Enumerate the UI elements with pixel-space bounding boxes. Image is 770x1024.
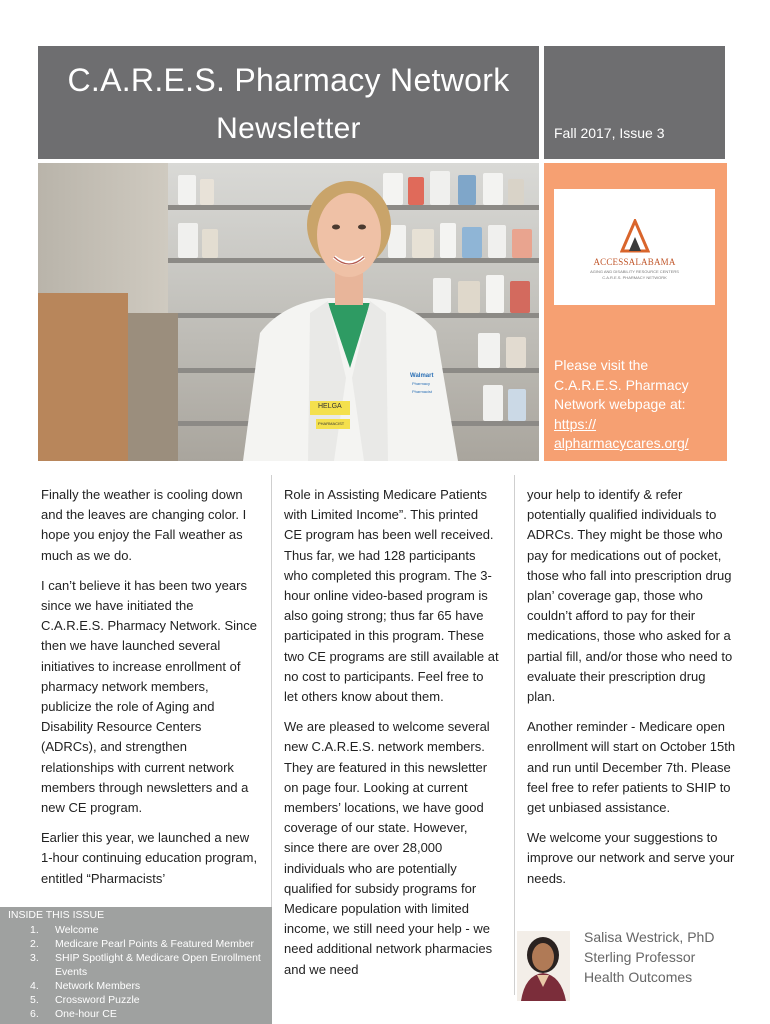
list-item <box>30 951 272 979</box>
list-item-number: 2. <box>30 938 39 950</box>
list-item-number: 1. <box>30 924 39 936</box>
logo-tagline: AGING AND DISABILITY RESOURCE CENTERS <box>590 269 679 274</box>
article-column-3 <box>527 485 737 899</box>
list-item <box>30 979 272 993</box>
list-item-text: Network Members <box>55 980 141 992</box>
author-photo <box>517 931 570 1001</box>
list-item-text: SHIP Spotlight & Medicare Open Enrollment Events <box>55 952 261 978</box>
coat-logo: Walmart <box>410 373 434 379</box>
paragraph: I can’t believe it has been two years since we have initiated the C.A.R.E.S. Pharmacy Network. Since then we have launched several initiatives to increase enrollment of pharmacy network members, publicize the role of Aging and Disability Resource Centers (ADRCs), and strengthen relationships with current network members through newsletters and a new CE program. <box>41 577 258 816</box>
badge-name: HELGA <box>318 403 342 410</box>
article-column-2 <box>284 485 499 990</box>
access-alabama-logo <box>554 189 715 305</box>
logo-name: ACCESSALABAMA <box>593 257 676 267</box>
newsletter-title-line2: Newsletter <box>216 112 361 145</box>
list-item-number: 5. <box>30 994 39 1006</box>
paragraph: We welcome your suggestions to improve our network and serve your needs. <box>527 830 735 886</box>
issue-box <box>544 46 725 159</box>
list-item-text: Medicare Pearl Points & Featured Member <box>55 938 255 950</box>
article-column-1 <box>41 485 259 899</box>
logo-triangle-icon <box>620 219 650 253</box>
inside-list <box>30 923 272 1021</box>
list-item-number: 4. <box>30 980 39 992</box>
paragraph: We are pleased to welcome several new C.A.R.E.S. network members. They are featured in this newsletter on page four. Looking at current members’ locations, we have good coverage of our state. However, since there are over 28,000 individuals who are potentially qualified for subsidy programs for Medicare population with limited income, we still need your help - we need additional network pharmacies and we need <box>284 719 493 977</box>
webpage-notice-text: Please visit the C.A.R.E.S. Pharmacy Network webpage at: <box>554 357 689 412</box>
author-department: Health Outcomes <box>584 969 693 985</box>
coat-logo-role: Pharmacist <box>412 389 433 394</box>
list-item <box>30 1007 272 1021</box>
sidebar-box <box>544 163 727 461</box>
author-signature <box>584 927 714 987</box>
webpage-link-line1: https:// <box>554 415 597 432</box>
column-divider <box>514 475 515 995</box>
list-item <box>30 923 272 937</box>
newsletter-title-box <box>38 46 539 159</box>
list-item-text: Crossword Puzzle <box>55 994 140 1006</box>
issue-label: Fall 2017, Issue 3 <box>554 125 665 141</box>
paragraph: Another reminder - Medicare open enrollment will start on October 15th and run until December 7th. Please feel free to refer patients to SHIP to get unbiased assistance. <box>527 719 736 816</box>
paragraph: Role in Assisting Medicare Patients with Limited Income”. This printed CE program has been well received. Thus far, we had 128 participants who completed this program. The 3-hour online video-based program is also going strong; thus far 65 have participated in this program. These two CE programs are still available at no cost to participants. Feel free to let others know about them. <box>284 487 499 705</box>
list-item-number: 3. <box>30 952 39 964</box>
paragraph: your help to identify & refer potentially qualified individuals to ADRCs. They might be those who pay for medications out of pocket, those who fall into prescription drug plan’ coverage gap, those who couldn’t afford to pay for their medications, those who asked for a partial fill, and/or those who need to evaluate their prescription drug plan. <box>527 487 733 705</box>
coat-logo-sub: Pharmacy <box>412 381 431 386</box>
paragraph: Finally the weather is cooling down and the leaves are changing color. I hope you enjoy the Fall weather as much as we do. <box>41 487 247 563</box>
newsletter-title: C.A.R.E.S. Pharmacy Network <box>67 62 510 98</box>
list-item-text: One-hour CE <box>55 1008 117 1020</box>
webpage-link-line2: alpharmacycares.org/ <box>554 435 689 451</box>
webpage-link[interactable] <box>554 415 719 454</box>
list-item-number: 6. <box>30 1008 39 1020</box>
list-item-text: Welcome <box>55 924 99 936</box>
author-name: Salisa Westrick, PhD <box>584 929 715 945</box>
inside-title: INSIDE THIS ISSUE <box>8 909 105 921</box>
list-item <box>30 937 272 951</box>
badge-role: PHARMACIST <box>318 421 345 426</box>
author-title: Sterling Professor <box>584 949 696 965</box>
webpage-notice <box>554 356 719 454</box>
paragraph: Earlier this year, we launched a new 1-hour continuing education program, entitled “Pharmacists’ <box>41 830 258 886</box>
logo-tagline-network: C.A.R.E.S. PHARMACY NETWORK <box>602 275 667 280</box>
list-item <box>30 993 272 1007</box>
inside-this-issue-box <box>0 907 272 1024</box>
pharmacist-photo <box>38 163 539 461</box>
pharmacist-figure <box>38 163 539 461</box>
